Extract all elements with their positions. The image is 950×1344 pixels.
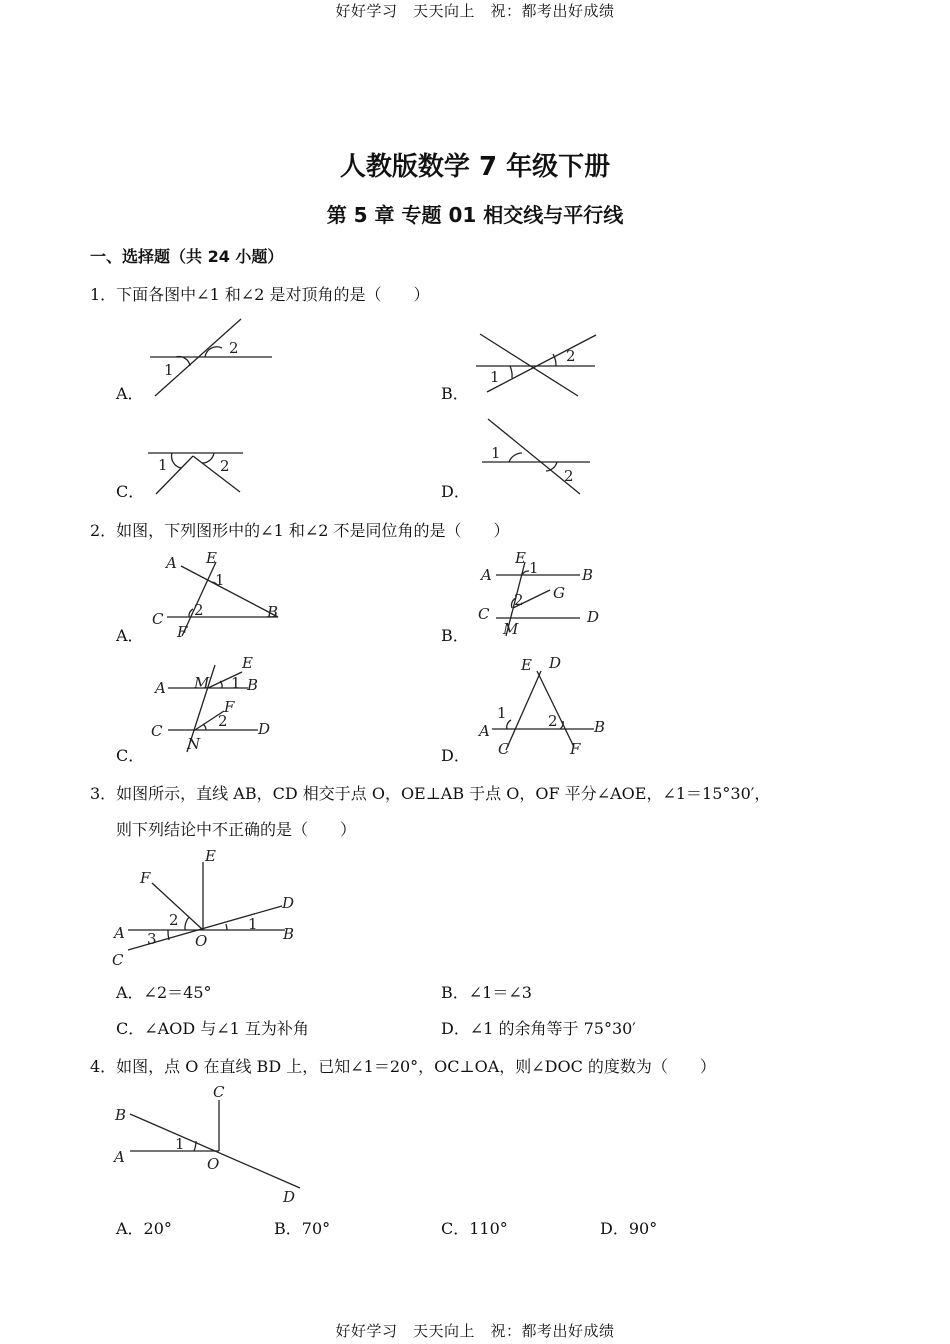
q1d-label-2: 2 [564,467,574,485]
q3-label-C: C [112,951,124,969]
page-title: 人教版数学 7 年级下册 [339,152,611,182]
q2b-label-1: 1 [529,559,539,577]
q3-label-F: F [140,869,151,887]
q2d-label-F: F [570,740,581,758]
q2a-label-B: B [267,603,279,621]
q4-option-d[interactable]: D．90° [600,1219,658,1238]
question-2-stem: 2．如图，下列图形中的∠1 和∠2 不是同位角的是（ ） [90,521,510,540]
q2c-label-C: C [151,722,163,740]
q4-label-D: D [283,1188,296,1206]
q2d-label-D: D [549,654,562,672]
q2c-label-D: D [258,720,271,738]
q4-label-C: C [213,1083,225,1101]
q2c-label-E: E [242,654,253,672]
question-3-stem: 3．如图所示，直线 AB，CD 相交于点 O，OE⊥AB 于点 O，OF 平分∠AOE，∠1＝15°30′， [90,784,771,803]
q1a-label-1: 1 [164,361,174,379]
q2b-label-G: G [553,584,565,602]
q2a-label-1: 1 [215,571,225,589]
q1-option-d[interactable]: D． [441,482,470,501]
q2a-label-A: A [166,554,177,572]
q2a-label-2: 2 [194,601,204,619]
q3-option-b[interactable]: B．∠1＝∠3 [441,983,532,1002]
question-1-stem: 1．下面各图中∠1 和∠2 是对顶角的是（ ） [90,285,430,304]
q2a-label-C: C [152,610,164,628]
q2c-label-A: A [155,679,166,697]
q2b-label-A: A [481,566,492,584]
q3-label-2: 2 [169,911,179,929]
question-3-stem-cont: 则下列结论中不正确的是（ ） [116,820,357,839]
q2c-label-N: N [187,735,201,753]
q3-label-A: A [114,924,125,942]
q2d-label-1: 1 [497,704,507,722]
q2d-label-2: 2 [548,712,558,730]
q2b-label-E: E [515,549,526,567]
q3-label-B: B [283,925,295,943]
q2d-label-C: C [498,740,510,758]
q4-option-a[interactable]: A．20° [116,1219,172,1238]
q2d-label-B: B [594,718,606,736]
q4-option-b[interactable]: B．70° [274,1219,331,1238]
q2c-label-M: M [194,674,210,692]
q2d-label-E: E [521,656,532,674]
q3-label-O: O [195,932,208,950]
q2c-label-1: 1 [231,674,241,692]
q1d-label-1: 1 [491,444,501,462]
q4-option-c[interactable]: C．110° [441,1219,508,1238]
q2c-label-B: B [247,676,259,694]
q3-option-c[interactable]: C．∠AOD 与∠1 互为补角 [116,1019,309,1038]
q3-label-E: E [205,847,216,865]
q1c-label-1: 1 [158,456,168,474]
q3-label-D: D [282,894,295,912]
q1c-label-2: 2 [220,457,230,475]
section-heading: 一、选择题（共 24 小题） [90,247,284,266]
q4-label-A: A [114,1148,125,1166]
q3-option-a[interactable]: A．∠2＝45° [116,983,212,1002]
q1-option-b[interactable]: B． [441,384,469,403]
q2c-label-F: F [224,698,235,716]
q2c-label-2: 2 [218,712,228,730]
q2d-label-A: A [479,722,490,740]
q2a-label-E: E [206,549,217,567]
q2a-label-F: F [177,623,188,641]
q3-option-d[interactable]: D．∠1 的余角等于 75°30′ [441,1019,636,1038]
q2b-label-D: D [587,608,600,626]
q4-label-B: B [115,1106,127,1124]
q2-option-d[interactable]: D． [441,746,470,765]
q2-option-c[interactable]: C． [116,746,145,765]
q1-option-a[interactable]: A． [116,384,144,403]
q2b-label-C: C [478,605,490,623]
q3-label-1: 1 [248,915,258,933]
q3-label-3: 3 [147,930,157,948]
q2b-label-2: 2 [514,591,524,609]
q4-label-O: O [207,1155,220,1173]
q2-option-a[interactable]: A． [116,626,144,645]
q2-option-b[interactable]: B． [441,626,469,645]
q1b-label-2: 2 [566,347,576,365]
q2b-label-B: B [582,566,594,584]
page-footer: 好好学习 天天向上 祝：都考出好成绩 [335,1322,615,1340]
q2b-label-M: M [503,620,519,638]
q1b-label-1: 1 [490,368,500,386]
question-4-stem: 4．如图，点 O 在直线 BD 上，已知∠1＝20°，OC⊥OA，则∠DOC 的度数为（ ） [90,1057,716,1076]
q4-label-1: 1 [175,1135,185,1153]
q1-option-c[interactable]: C． [116,482,145,501]
q1a-label-2: 2 [229,339,239,357]
page-header: 好好学习 天天向上 祝：都考出好成绩 [335,2,615,20]
page-subtitle: 第 5 章 专题 01 相交线与平行线 [326,203,624,227]
